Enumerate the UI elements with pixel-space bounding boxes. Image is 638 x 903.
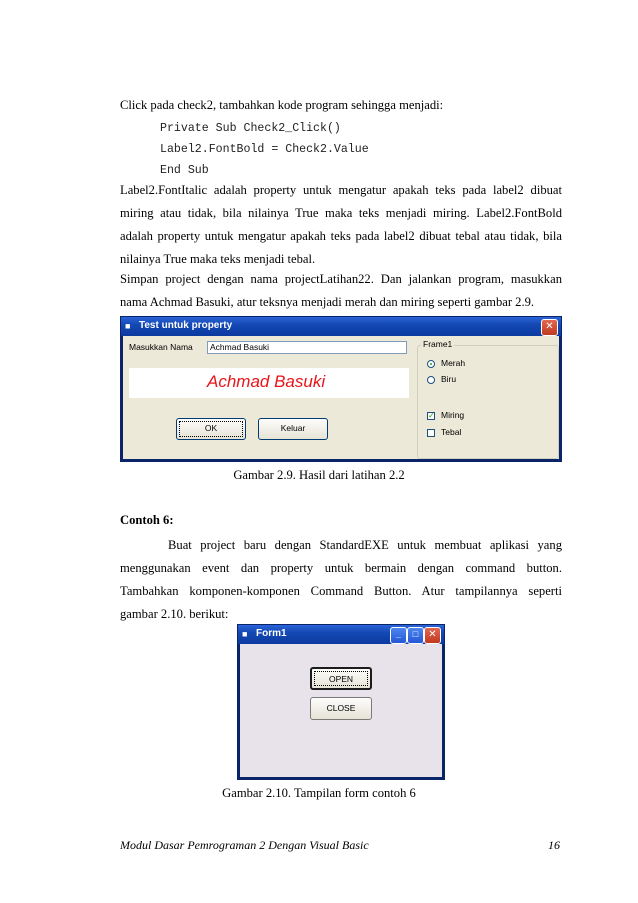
- radio-merah-label: Merah: [441, 358, 466, 368]
- label-masukkan-nama: Masukkan Nama: [129, 342, 193, 352]
- window2-client: [240, 644, 442, 777]
- label2-display: [129, 368, 409, 398]
- para1-line-1: Label2.FontItalic adalah property untuk mengatur apakah teks pada label2 dibuat: [120, 183, 562, 197]
- caption-figure-2-9: Gambar 2.9. Hasil dari latihan 2.2: [233, 468, 405, 482]
- open-button[interactable]: OPEN: [310, 667, 372, 690]
- form1-window: [237, 624, 445, 780]
- app-icon: ■: [125, 321, 131, 331]
- para3-line-2: menggunakan event dan property untuk bermain dengan command button.: [120, 561, 562, 575]
- window1-title: Test untuk property: [139, 320, 233, 331]
- check-miring-label: Miring: [441, 410, 465, 420]
- code-line-1: Private Sub Check2_Click(): [160, 122, 341, 135]
- caption-figure-2-10: Gambar 2.10. Tampilan form contoh 6: [222, 786, 416, 800]
- keluar-button[interactable]: Keluar: [258, 418, 328, 440]
- check-miring[interactable]: ✓: [428, 411, 435, 420]
- close-button[interactable]: CLOSE: [310, 697, 372, 720]
- window2-titlebar: [238, 625, 444, 644]
- para1-line-4: nilainya True maka teks menjadi tebal.: [120, 252, 316, 266]
- code-line-2: Label2.FontBold = Check2.Value: [160, 143, 369, 156]
- intro-line: Click pada check2, tambahkan kode program sehingga menjadi:: [120, 98, 444, 112]
- radio-merah[interactable]: [427, 360, 435, 368]
- para3-line-4: gambar 2.10. berikut:: [120, 607, 229, 621]
- window1-titlebar: [121, 317, 561, 336]
- test-property-window: [120, 316, 562, 462]
- close-icon[interactable]: ✕: [424, 627, 441, 644]
- page-number: 16: [548, 838, 560, 852]
- para2-line-2: nama Achmad Basuki, atur teksnya menjadi merah dan miring seperti gambar 2.9.: [120, 295, 535, 309]
- maximize-icon[interactable]: □: [407, 627, 424, 644]
- para2-line-1: Simpan project dengan nama projectLatihan22. Dan jalankan program, masukkan: [120, 272, 562, 286]
- radio-biru[interactable]: [427, 376, 435, 384]
- window2-title: Form1: [256, 628, 287, 639]
- para3-line-1: Buat project baru dengan StandardEXE untuk membuat aplikasi yang: [168, 538, 562, 552]
- code-line-3: End Sub: [160, 164, 209, 177]
- check-tebal[interactable]: [427, 429, 435, 437]
- frame1: [417, 345, 559, 459]
- para1-line-2: miring atau tidak, bila nilainya True maka teks menjadi miring. Label2.FontBold: [120, 206, 562, 220]
- heading-contoh-6: Contoh 6:: [120, 513, 174, 527]
- window1-client: [123, 336, 559, 459]
- name-input[interactable]: Achmad Basuki: [207, 341, 407, 354]
- check-tebal-label: Tebal: [441, 427, 462, 437]
- footer-title: Modul Dasar Pemrograman 2 Dengan Visual Basic: [120, 838, 369, 852]
- app-icon: ■: [242, 629, 248, 639]
- close-icon[interactable]: ✕: [541, 319, 558, 336]
- minimize-icon[interactable]: _: [390, 627, 407, 644]
- para1-line-3: adalah property untuk mengatur apakah teks pada label2 dibuat tebal atau tidak, bila: [120, 229, 562, 243]
- frame1-title: Frame1: [423, 339, 453, 349]
- para3-line-3: Tambahkan komponen-komponen Command Button. Atur tampilannya seperti: [120, 584, 562, 598]
- radio-biru-label: Biru: [441, 374, 457, 384]
- label2-text: Achmad Basuki: [207, 372, 326, 391]
- ok-button[interactable]: OK: [176, 418, 246, 440]
